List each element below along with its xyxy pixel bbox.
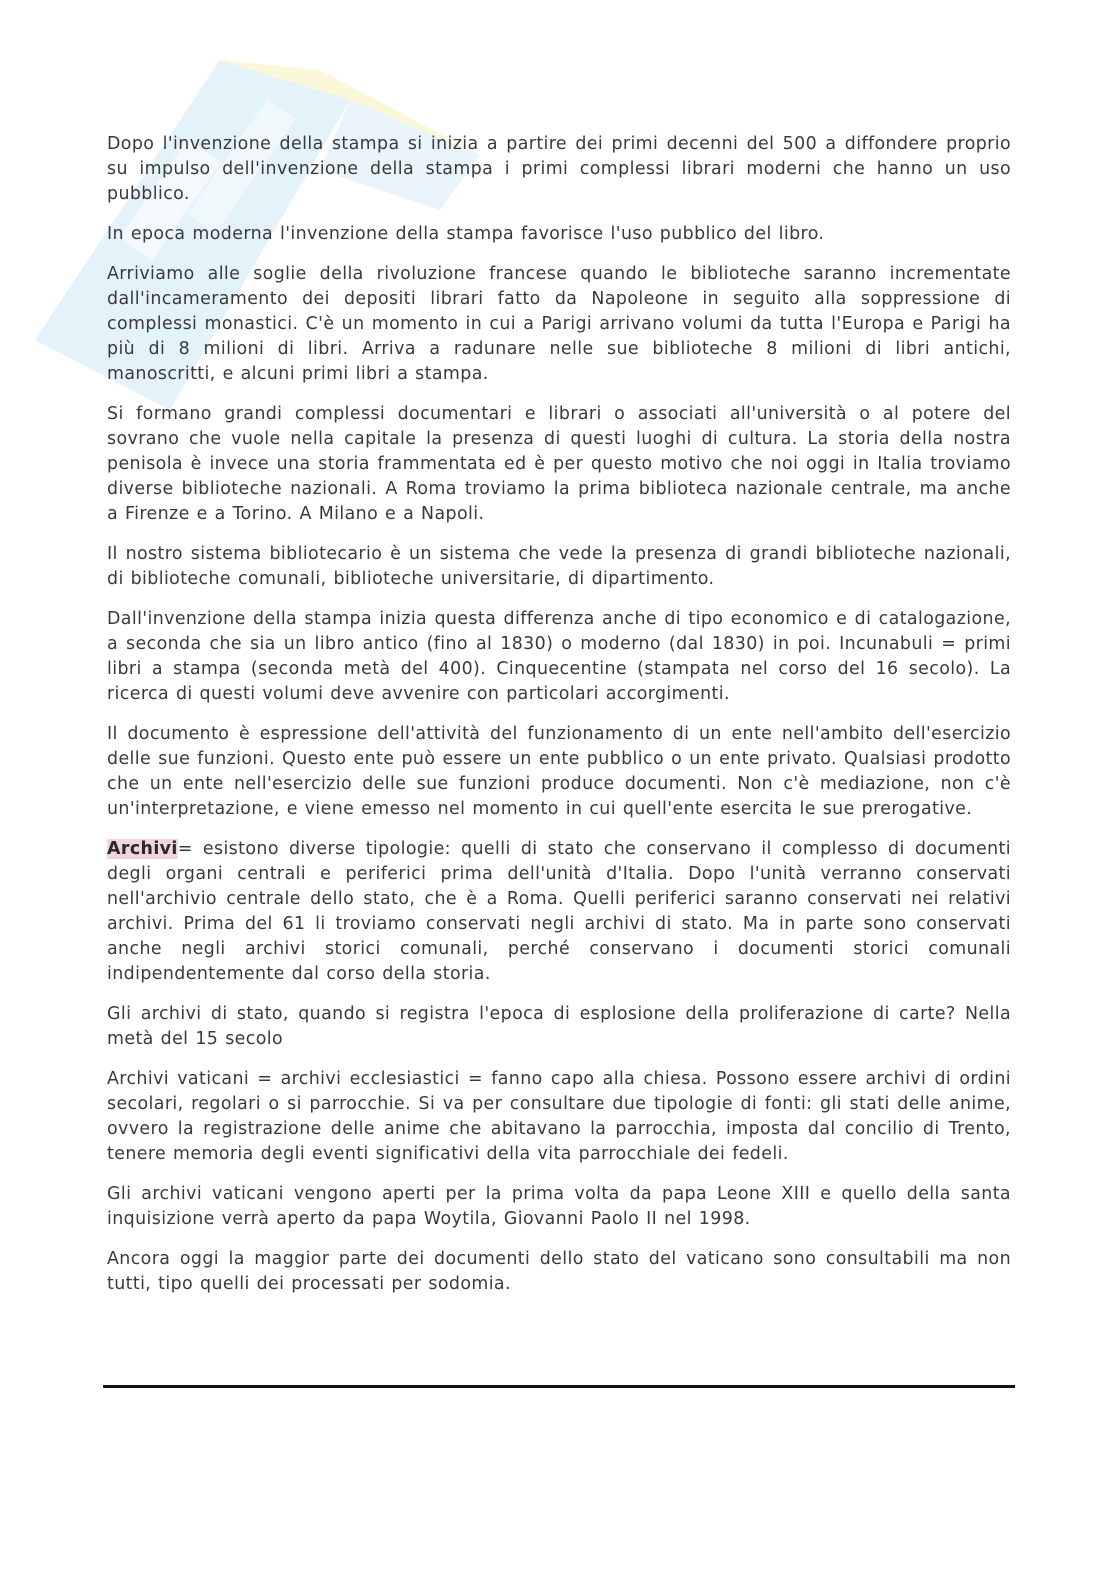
highlighted-term-archivi: Archivi xyxy=(107,839,178,859)
paragraph-7: Il documento è espressione dell'attività del funzionamento di un ente nell'ambito dell'esercizio delle sue funzioni. Questo ente può essere un ente pubblico o un ente privato. Qualsiasi prodotto che un ente nell'esercizio delle sue funzioni produce documenti. Non c'è mediazione, non c'è un'interpretazione, e viene emesso nel momento in cui quell'ente esercita le sue prerogative. xyxy=(107,724,1011,819)
paragraph-1: Dopo l'invenzione della stampa si inizia a partire dei primi decenni del 500 a diffondere proprio su impulso dell'invenzione della stampa i primi complessi librari moderni che hanno un uso pubblico. xyxy=(107,134,1011,204)
paragraph-6: Dall'invenzione della stampa inizia questa differenza anche di tipo economico e di catalogazione, a seconda che sia un libro antico (fino al 1830) o moderno (dal 1830) in poi. Incunabuli = primi libri a stampa (seconda metà del 400). Cinquecentine (stampata nel corso del 16 secolo). La ricerca di questi volumi deve avvenire con particolari accorgimenti. xyxy=(107,609,1011,704)
archivi-definition: = esistono diverse tipologie: quelli di stato che conservano il complesso di documenti degli organi centrali e periferici prima dell'unità d'Italia. Dopo l'unità verranno conservati nell'archivio centrale dello stato, che è a Roma. Quelli periferici saranno conservati nei relativi archivi. Prima del 61 li troviamo conservati negli archivi di stato. Ma in parte sono conservati anche negli archivi storici comunali, perché conservano i documenti storici comunali indipendentemente dal corso della storia. xyxy=(107,839,1011,984)
paragraph-archivi xyxy=(107,837,1011,987)
paragraph-2: In epoca moderna l'invenzione della stampa favorisce l'uso pubblico del libro. xyxy=(107,224,825,244)
paragraph-4: Si formano grandi complessi documentari e librari o associati all'università o al potere del sovrano che vuole nella capitale la presenza di questi luoghi di cultura. La storia della nostra penisola è invece una storia frammentata ed è per questo motivo che noi oggi in Italia troviamo diverse biblioteche nazionali. A Roma troviamo la prima biblioteca nazionale centrale, ma anche a Firenze e a Torino. A Milano e a Napoli. xyxy=(107,404,1011,524)
paragraph-5: Il nostro sistema bibliotecario è un sistema che vede la presenza di grandi biblioteche nazionali, di biblioteche comunali, biblioteche universitarie, di dipartimento. xyxy=(107,544,1011,589)
paragraph-11: Gli archivi vaticani vengono aperti per la prima volta da papa Leone XIII e quello della santa inquisizione verrà aperto da papa Woytila, Giovanni Paolo II nel 1998. xyxy=(107,1184,1011,1229)
paragraph-9: Gli archivi di stato, quando si registra l'epoca di esplosione della proliferazione di carte? Nella metà del 15 secolo xyxy=(107,1004,1011,1049)
paragraph-12: Ancora oggi la maggior parte dei documenti dello stato del vaticano sono consultabili ma non tutti, tipo quelli dei processati per sodomia. xyxy=(107,1249,1011,1294)
document-body xyxy=(107,132,1011,1312)
horizontal-rule-divider xyxy=(103,1385,1015,1388)
paragraph-3: Arriviamo alle soglie della rivoluzione francese quando le biblioteche saranno incrementate dall'incameramento dei depositi librari fatto da Napoleone in seguito alla soppressione di complessi monastici. C'è un momento in cui a Parigi arrivano volumi da tutta l'Europa e Parigi ha più di 8 milioni di libri. Arriva a radunare nelle sue biblioteche 8 milioni di libri antichi, manoscritti, e alcuni primi libri a stampa. xyxy=(107,264,1011,384)
paragraph-10: Archivi vaticani = archivi ecclesiastici = fanno capo alla chiesa. Possono essere archivi di ordini secolari, regolari o si parrocchie. Si va per consultare due tipologie di fonti: gli stati delle anime, ovvero la registrazione delle anime che abitavano la parrocchia, imposta dal concilio di Trento, tenere memoria degli eventi significativi della vita parrocchiale dei fedeli. xyxy=(107,1069,1011,1164)
